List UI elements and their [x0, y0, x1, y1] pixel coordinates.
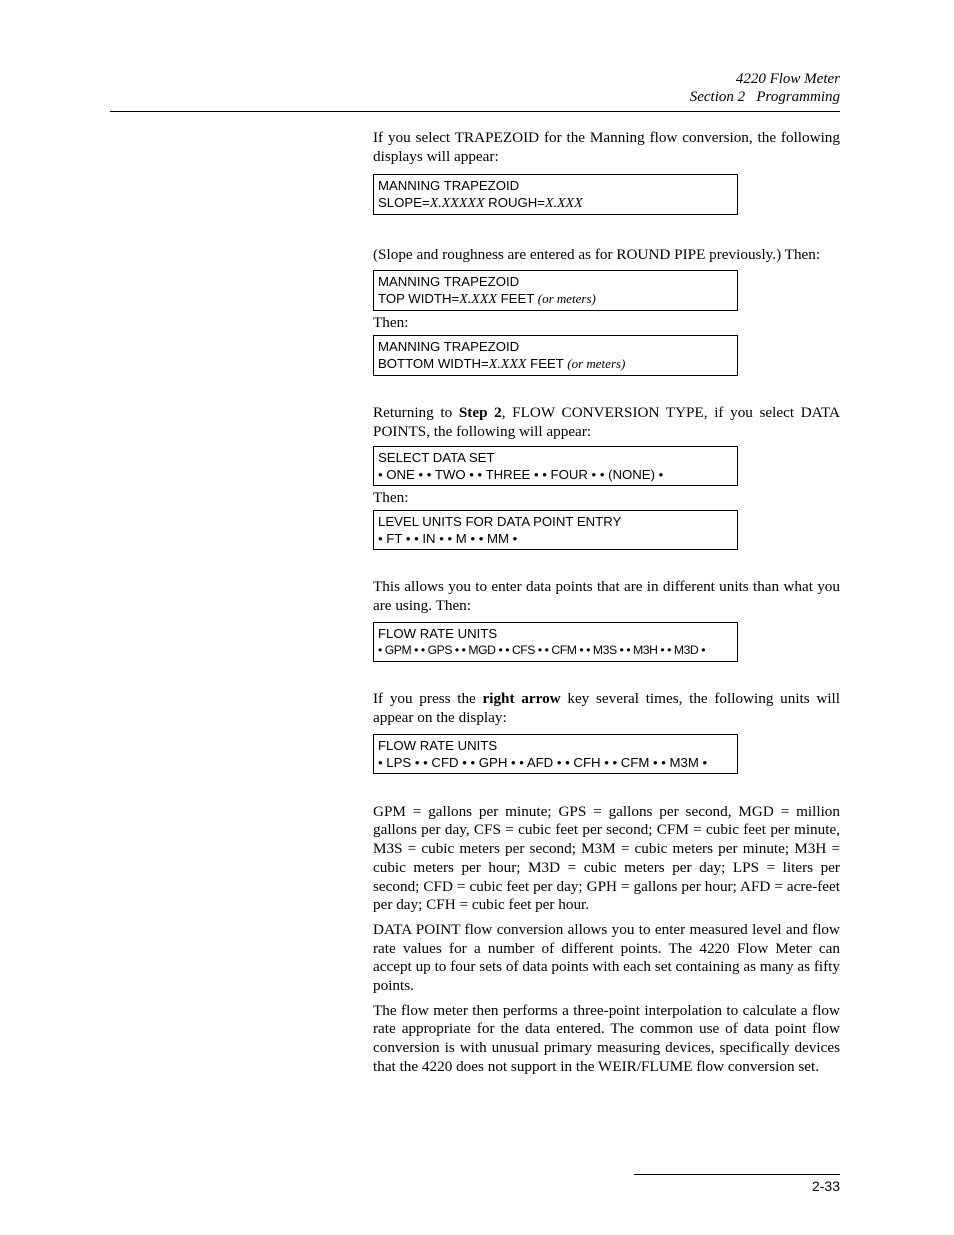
rough-label: ROUGH= [484, 195, 545, 211]
display-bottom-width [373, 335, 738, 376]
arrow-note-paragraph [373, 690, 840, 727]
display-top-width [373, 270, 738, 311]
interpolation-paragraph: The flow meter then performs a three-point interpolation to calculate a flow rate appropriate for the data entered. The common use of data point flow conversion is with unusual primary measuring devices, specifically devices that the 4220 does not support in the WEIR/FLUME flow conversion set. [373, 1001, 840, 1075]
display-line-1: SELECT DATA SET [378, 450, 495, 466]
bottom-width-unit: FEET [526, 355, 568, 371]
returning-text-2: , FLOW CONVERSION TYPE, if you select DATA POINTS, the following will appear: [373, 403, 840, 440]
slope-value: X.XXXXX [429, 196, 485, 212]
running-header [690, 70, 840, 106]
intro-paragraph: If you select TRAPEZOID for the Manning flow conversion, the following displays will appear: [373, 129, 840, 165]
display-line-2 [378, 355, 733, 373]
display-line-2 [378, 290, 733, 308]
display-level-units [373, 510, 738, 550]
display-line-2: • ONE • • TWO • • THREE • • FOUR • • (NONE) • [378, 467, 664, 483]
then-label: Then: [373, 489, 409, 507]
header-title: 4220 Flow Meter [735, 71, 840, 87]
bottom-width-alt-unit: (or meters) [567, 355, 626, 371]
display-manning-slope [373, 174, 738, 215]
data-point-paragraph: DATA POINT flow conversion allows you to enter measured level and flow rate values for a number of different points. The 4220 Flow Meter can accept up to four sets of data points with each set containing as many as fifty points. [373, 920, 840, 995]
header-rule [110, 111, 840, 112]
arrow-text-1: If you press the [373, 690, 483, 708]
definitions-paragraph: GPM = gallons per minute; GPS = gallons per second, MGD = million gallons per day, CFS = cubic feet per second; CFM = cubic feet per minute, M3S = cubic meters per second; M3M = cubic meters per minute; M3H = cubic meters per hour; M3D = cubic meters per day; LPS = liters per second; CFD = cubic feet per day; GPH = gallons per hour; AFD = acre-feet per day; CFH = cubic feet per hour. [373, 802, 840, 914]
display-line-1: LEVEL UNITS FOR DATA POINT ENTRY [378, 513, 622, 529]
slope-note-paragraph: (Slope and roughness are entered as for ROUND PIPE previously.) Then: [373, 246, 821, 264]
display-line-2 [378, 194, 733, 212]
bottom-width-value: X.XXX [488, 356, 527, 372]
footer-rule [634, 1174, 840, 1175]
display-select-data-set [373, 446, 738, 486]
display-line-2: • FT • • IN • • M • • MM • [378, 530, 518, 546]
rough-value: X.XXX [544, 196, 583, 212]
top-width-unit: FEET [496, 291, 538, 307]
display-flow-rate-units-1 [373, 622, 738, 662]
display-line-1: MANNING TRAPEZOID [378, 338, 520, 354]
display-line-2: • GPM • • GPS • • MGD • • CFS • • CFM • • M3S • • M3H • • M3D • [378, 643, 706, 658]
then-label: Then: [373, 314, 409, 332]
display-line-1: FLOW RATE UNITS [378, 626, 498, 642]
units-note-paragraph: This allows you to enter data points that are in different units than what you are using. Then: [373, 577, 840, 614]
top-width-label: TOP WIDTH= [378, 291, 460, 307]
step-reference: Step 2 [458, 403, 502, 421]
header-section: Section 2 Programming [689, 89, 840, 105]
top-width-value: X.XXX [459, 292, 497, 308]
display-flow-rate-units-2 [373, 734, 738, 774]
right-arrow-key-reference: right arrow [482, 690, 561, 708]
top-width-alt-unit: (or meters) [537, 291, 596, 307]
returning-text-1: Returning to [373, 403, 459, 421]
display-line-1: FLOW RATE UNITS [378, 737, 498, 753]
arrow-text-2: key several times, the following units will appear on the display: [373, 690, 841, 727]
bottom-width-label: BOTTOM WIDTH= [378, 355, 489, 371]
display-line-1: MANNING TRAPEZOID [378, 178, 520, 194]
main-content [373, 129, 840, 1077]
display-line-1: MANNING TRAPEZOID [378, 274, 520, 290]
display-line-2: • LPS • • CFD • • GPH • • AFD • • CFH • • CFM • • M3M • [378, 754, 708, 770]
slope-label: SLOPE= [378, 195, 430, 211]
returning-paragraph [373, 404, 840, 441]
page-number: 2-33 [811, 1178, 840, 1194]
